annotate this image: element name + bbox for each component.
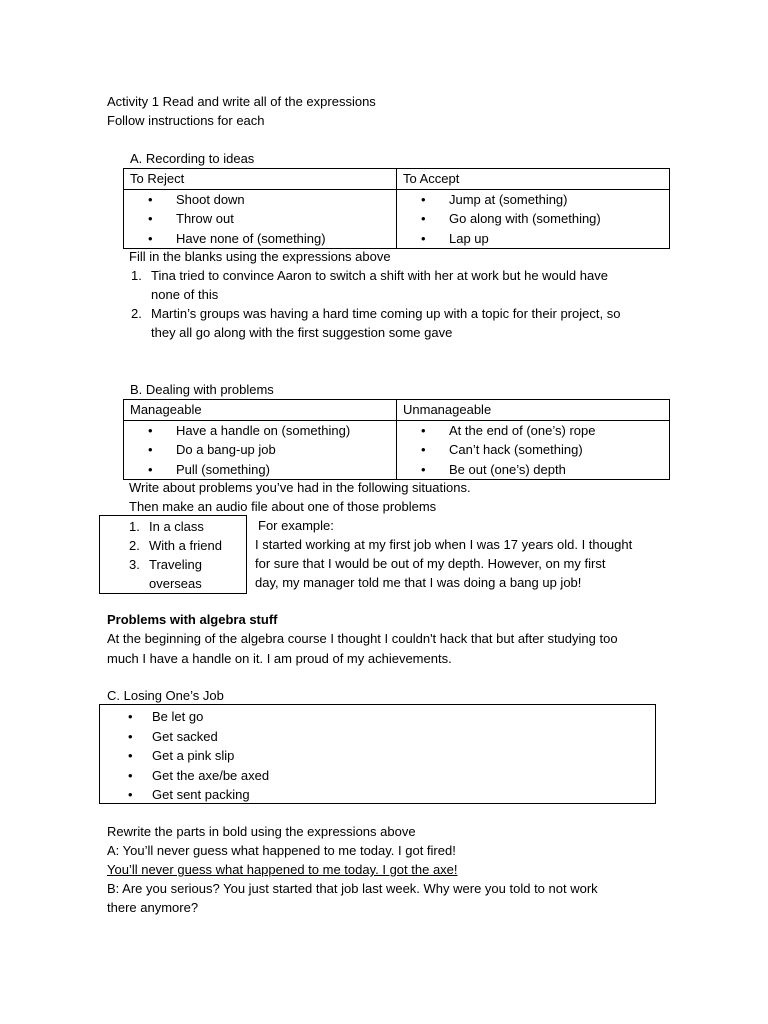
section-b-table xyxy=(123,399,670,480)
write-instruction: Write about problems you’ve had in the following situations. xyxy=(129,480,471,495)
manageable-header: Manageable xyxy=(124,400,397,421)
situation-text: In a class xyxy=(149,519,204,534)
list-item xyxy=(129,266,689,304)
unmanageable-header: Unmanageable xyxy=(397,400,670,421)
list-item: • Get sacked xyxy=(100,727,269,747)
dialog-a-rewrite: You’ll never guess what happened to me today. I got the axe! xyxy=(107,862,458,877)
manageable-list xyxy=(124,421,396,480)
section-c-heading: C. Losing One’s Job xyxy=(107,688,224,703)
unmanageable-list xyxy=(397,421,669,480)
audio-instruction: Then make an audio file about one of those problems xyxy=(129,499,437,514)
list-item: • Get sent packing xyxy=(100,785,269,805)
list-item: • Can’t hack (something) xyxy=(397,440,669,460)
algebra-line: much I have a handle on it. I am proud of my achievements. xyxy=(107,651,452,666)
example-label: For example: xyxy=(258,518,334,533)
situations-box xyxy=(99,515,247,594)
list-item: • Shoot down xyxy=(124,190,396,210)
situation-continuation: overseas xyxy=(149,576,202,591)
example-line: day, my manager told me that I was doing a bang up job! xyxy=(255,575,582,590)
accept-list xyxy=(397,190,669,249)
section-b-heading: B. Dealing with problems xyxy=(130,382,274,397)
list-item: • Be out (one’s) depth xyxy=(397,460,669,480)
reject-list xyxy=(124,190,396,249)
list-item: • Go along with (something) xyxy=(397,209,669,229)
list-item xyxy=(127,517,245,536)
algebra-line: At the beginning of the algebra course I thought I couldn't hack that but after studying too xyxy=(107,631,618,646)
example-line: for sure that I would be out of my depth. However, on my first xyxy=(255,556,606,571)
list-item: • Jump at (something) xyxy=(397,190,669,210)
algebra-heading: Problems with algebra stuff xyxy=(107,612,278,627)
list-number: 1. xyxy=(131,268,142,283)
section-a-table xyxy=(123,168,670,249)
list-item: • Be let go xyxy=(100,707,269,727)
section-a-heading: A. Recording to ideas xyxy=(130,151,255,166)
to-accept-header: To Accept xyxy=(397,169,670,190)
situation-text: With a friend xyxy=(149,538,222,553)
dialog-b: B: Are you serious? You just started that job last week. Why were you told to not work xyxy=(107,881,598,896)
list-item xyxy=(129,304,689,342)
sentence-text: Tina tried to convince Aaron to switch a shift with her at work but he would have xyxy=(151,268,608,283)
situation-text: Traveling xyxy=(149,557,202,572)
to-reject-header: To Reject xyxy=(124,169,397,190)
list-item: • At the end of (one’s) rope xyxy=(397,421,669,441)
list-item: • Pull (something) xyxy=(124,460,396,480)
dialog-b-continuation: there anymore? xyxy=(107,900,199,915)
list-number: 1. xyxy=(129,519,140,534)
list-item: • Have a handle on (something) xyxy=(124,421,396,441)
sentence-continuation: none of this xyxy=(151,287,219,302)
list-item xyxy=(127,536,245,555)
fill-instruction: Fill in the blanks using the expressions above xyxy=(129,249,391,264)
list-number: 2. xyxy=(131,306,142,321)
list-item: • Do a bang-up job xyxy=(124,440,396,460)
situations-list xyxy=(127,517,245,593)
rewrite-instruction: Rewrite the parts in bold using the expressions above xyxy=(107,824,416,839)
dialog-a: A: You’ll never guess what happened to me today. I got fired! xyxy=(107,843,456,858)
losing-job-box xyxy=(99,704,656,804)
example-line: I started working at my first job when I was 17 years old. I thought xyxy=(255,537,633,552)
list-item: • Lap up xyxy=(397,229,669,249)
list-item: • Throw out xyxy=(124,209,396,229)
list-item: • Get a pink slip xyxy=(100,746,269,766)
list-number: 2. xyxy=(129,538,140,553)
sentence-continuation: they all go along with the first suggestion some gave xyxy=(151,325,453,340)
list-item xyxy=(127,555,245,593)
activity-instructions: Follow instructions for each xyxy=(107,113,265,128)
list-number: 3. xyxy=(129,557,140,572)
sentence-text: Martin’s groups was having a hard time coming up with a topic for their project, so xyxy=(151,306,621,321)
activity-title: Activity 1 Read and write all of the expressions xyxy=(107,94,376,109)
list-item: • Have none of (something) xyxy=(124,229,396,249)
losing-job-list xyxy=(100,707,269,805)
fill-sentences xyxy=(129,266,689,342)
list-item: • Get the axe/be axed xyxy=(100,766,269,786)
